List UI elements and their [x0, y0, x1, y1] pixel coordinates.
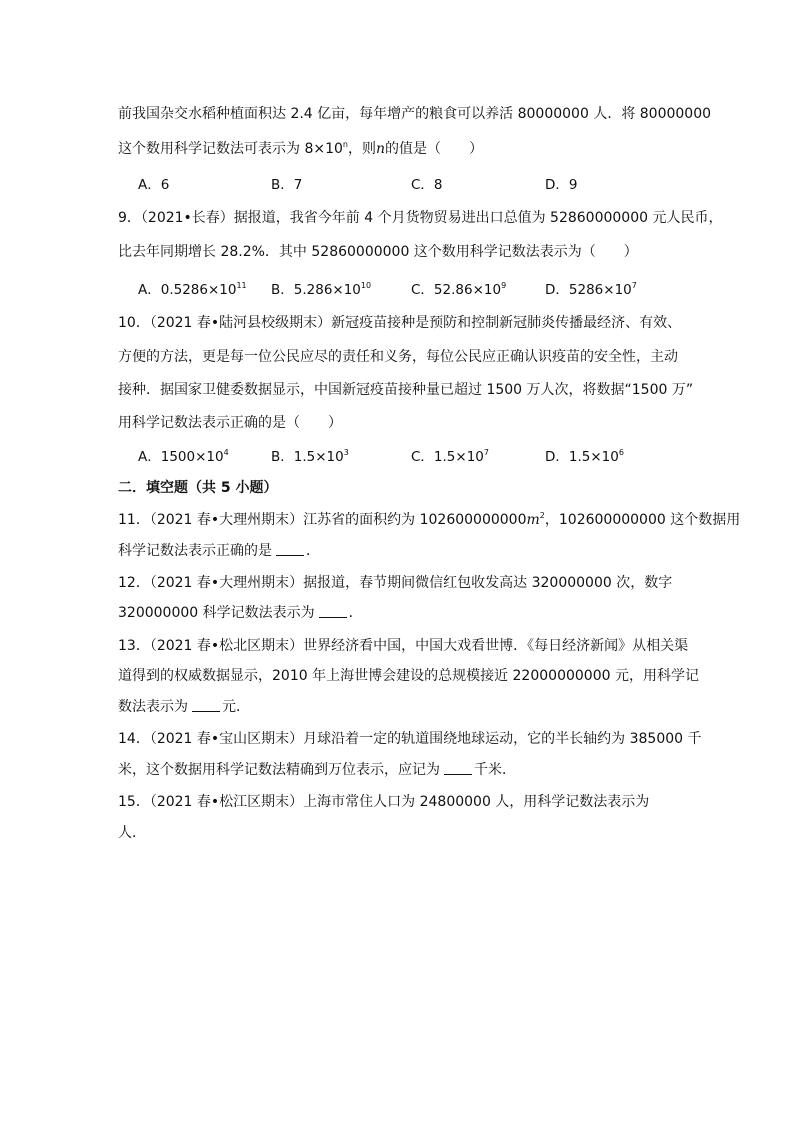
- q9-line-1: 9．（2021•长春）据报道，我省今年前 4 个月货物贸易进出口总值为 52860000000 元人民币，: [118, 210, 723, 226]
- answer-blank[interactable]: [192, 699, 220, 712]
- q8-text-mid: ，则: [347, 141, 376, 157]
- q14-line-2: 米，这个数据用科学记数法精确到万位表示，应记为 千米．: [118, 762, 516, 778]
- q15-line-2: 人．: [118, 825, 146, 841]
- section-heading-fill-in: 二．填空题（共 5 小题）: [118, 480, 278, 496]
- q10-option-d: D．$1.5\times 10^6$: [545, 448, 624, 465]
- q10-line-4: 用科学记数法表示正确的是（ ）: [118, 415, 342, 431]
- q8-line-2: [118, 139, 483, 159]
- q10-line-3: 接种．据国家卫健委数据显示，中国新冠疫苗接种量已超过 1500 万人次，将数据“1500 万”: [118, 382, 694, 398]
- q9-option-b: B．$5.286\times 10^{10}$: [271, 281, 372, 298]
- q8-option-d: D．9: [545, 177, 578, 193]
- q9-option-c: C．$52.86\times 10^9$: [411, 281, 507, 298]
- answer-blank[interactable]: [319, 605, 347, 618]
- q12-line-2: 320000000 科学记数法表示为 ．: [118, 605, 363, 621]
- q10-line-1: 10．（2021 春•陆河县校级期末）新冠疫苗接种是预防和控制新冠肺炎传播最经济、有效、: [118, 315, 682, 331]
- q8-option-a: A．6: [138, 177, 170, 193]
- q8-variable: n: [375, 141, 386, 157]
- q8-text-post: 的值是（ ）: [385, 141, 484, 157]
- q9-option-d: D．$5286\times 10^7$: [545, 281, 637, 298]
- q10-line-2: 方便的方法，更是每一位公民应尽的责任和义务，每位公民应正确认识疫苗的安全性，主动: [118, 349, 678, 365]
- q8-text: 这个数用科学记数法可表示为 8×10: [118, 141, 343, 157]
- answer-blank[interactable]: [276, 543, 304, 556]
- q9-line-2: 比去年同期增长 28.2%．其中 52860000000 这个数用科学记数法表示为（ ）: [118, 244, 638, 260]
- q8-line-1: 前我国杂交水稻种植面积达 2.4 亿亩，每年增产的粮食可以养活 80000000 人．将 80000000: [118, 106, 712, 122]
- answer-blank[interactable]: [444, 762, 472, 775]
- q11-line-2: 科学记数法表示正确的是 ．: [118, 543, 320, 559]
- q10-option-c: C．$1.5\times 10^7$: [411, 448, 489, 465]
- q14-line-1: 14．（2021 春•宝山区期末）月球沿着一定的轨道围绕地球运动，它的半长轴约为 385000 千: [118, 731, 702, 747]
- q8-option-b: B．7: [271, 177, 303, 193]
- q13-line-3: 数法表示为 元．: [118, 699, 250, 715]
- q15-line-1: 15．（2021 春•松江区期末）上海市常住人口为 24800000 人，用科学记数法表示为: [118, 794, 650, 810]
- q13-line-1: 13．（2021 春•松北区期末）世界经济看中国，中国大戏看世博．《每日经济新闻》从相关渠: [118, 638, 689, 654]
- q12-line-1: 12．（2021 春•大理州期末）据报道，春节期间微信红包收发高达 320000000 次，数字: [118, 575, 673, 591]
- q8-option-c: C．8: [411, 177, 443, 193]
- q10-option-b: B．$1.5\times 10^3$: [271, 448, 349, 465]
- q11-line-1: 11．（2021 春•大理州期末）江苏省的面积约为 $102600000000m^2$，102600000000 这个数据用: [118, 511, 741, 528]
- q9-option-a: A．$0.5286\times 10^{11}$: [138, 281, 247, 298]
- q13-line-2: 道得到的权威数据显示，2010 年上海世博会建设的总规模接近 22000000000 元，用科学记: [118, 668, 699, 684]
- q8-exponent: n: [342, 140, 348, 149]
- q10-option-a: A．$1500\times 10^4$: [138, 448, 229, 465]
